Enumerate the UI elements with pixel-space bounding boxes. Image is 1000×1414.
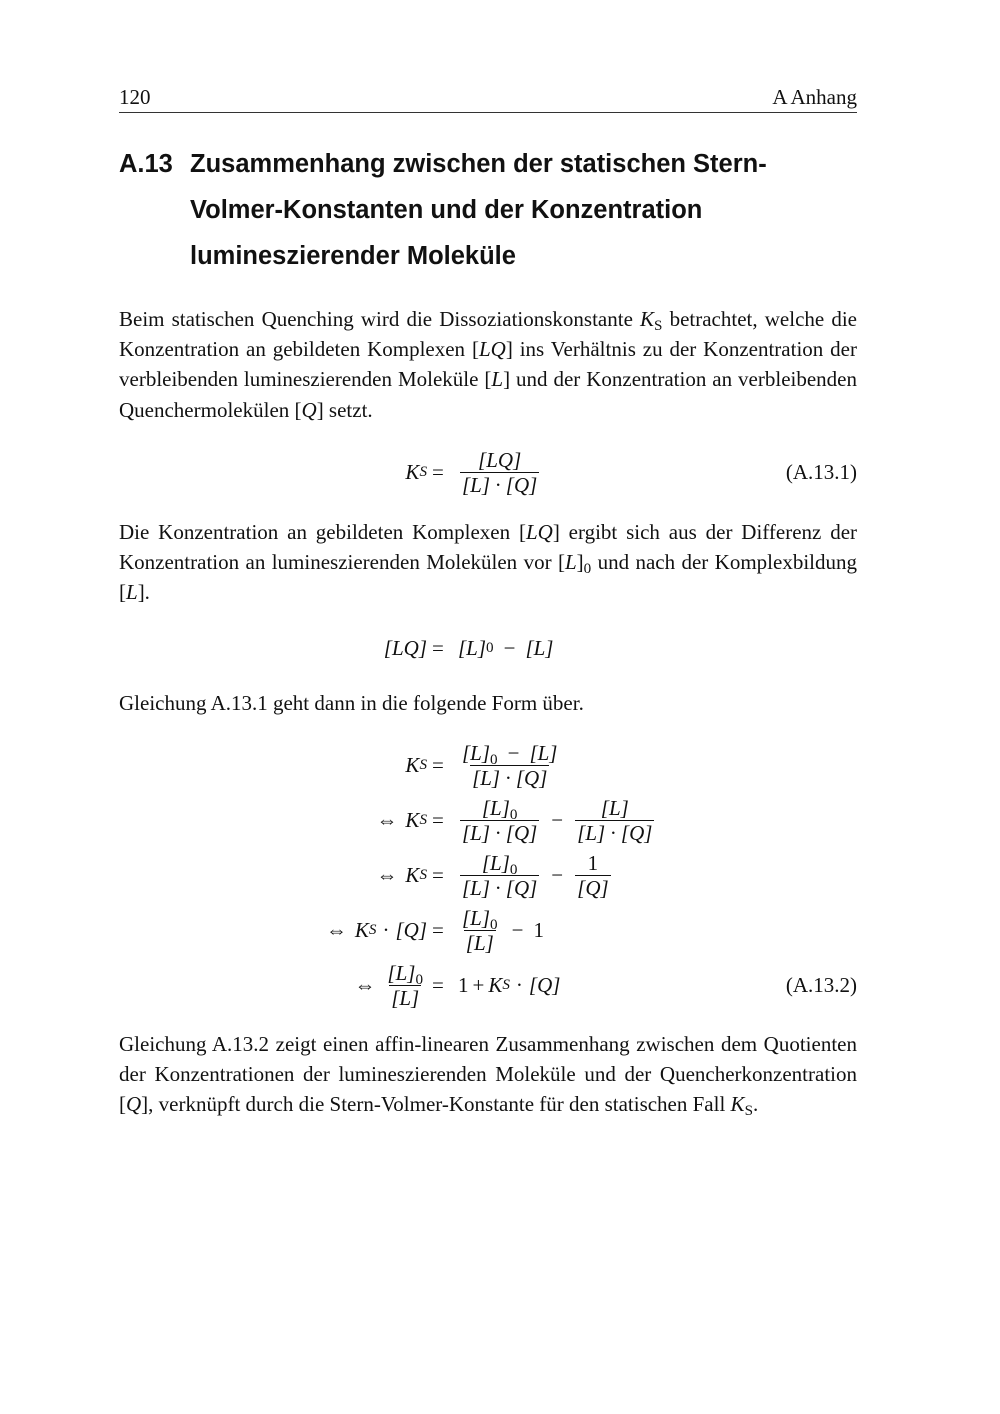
fraction (460, 851, 539, 900)
numerator (460, 905, 500, 933)
term: [L] (481, 850, 510, 875)
fraction (460, 448, 539, 497)
minus-sign: − (551, 862, 564, 887)
symbol-l: L (126, 580, 138, 605)
term: [Q] (528, 972, 561, 997)
minus-sign: − (507, 740, 520, 765)
term: [Q] (395, 917, 427, 942)
symbol-k: K (488, 972, 503, 997)
row-rhs (458, 847, 613, 903)
subscript: S (744, 1103, 753, 1120)
chapter-title: A Anhang (772, 85, 857, 109)
minus-sign: − (511, 917, 524, 942)
symbol-lq: LQ (478, 337, 506, 362)
equivalence-arrow: ⇔ (376, 862, 398, 887)
row-lhs: ⇔ K S · [Q] (325, 917, 427, 942)
term: 1 (458, 972, 469, 997)
text: betrachtet, welche die Konzentration an gebildeten Komplexen [ (119, 307, 857, 362)
denominator: [L] · [Q] (462, 820, 538, 845)
text: ] (576, 550, 584, 575)
section-heading (119, 141, 857, 279)
dot-operator: · (515, 972, 523, 997)
fraction (460, 741, 559, 790)
symbol-k: K (405, 459, 420, 484)
denominator: [L] (391, 985, 420, 1010)
numerator (385, 960, 425, 988)
numerator: [L] (600, 795, 629, 820)
row-lhs (354, 957, 427, 1013)
denominator: [Q] (577, 875, 609, 900)
text: ] setzt. (316, 397, 373, 422)
symbol-k: K (405, 752, 420, 777)
row-rhs: 1 + K S · [Q] (458, 972, 561, 997)
term: 1 (533, 917, 544, 942)
subscript: 0 (509, 861, 518, 878)
numerator: [LQ] (478, 447, 522, 472)
numerator (480, 850, 520, 878)
eq-lhs: [LQ] (383, 635, 427, 660)
symbol-k: K (405, 862, 420, 887)
symbol-k: K (640, 307, 655, 331)
symbol-lq: LQ (525, 520, 553, 544)
equals-sign: = (432, 972, 444, 997)
row-rhs (458, 792, 656, 848)
text: und nach der Komplexbildung [ (119, 550, 857, 605)
eq2-row-2 (119, 792, 857, 848)
numerator (460, 740, 559, 768)
denominator: [L] (465, 930, 494, 955)
symbol-q: Q (301, 397, 317, 422)
row-rhs (458, 737, 561, 793)
equation-number: (A.13.1) (785, 459, 857, 484)
symbol-k: K (354, 917, 369, 942)
plus-sign: + (472, 972, 485, 997)
numerator (480, 795, 520, 823)
term-l: [L] (525, 635, 554, 660)
text: ]. (137, 580, 150, 605)
numerator: 1 (587, 850, 599, 875)
paragraph-1 (119, 304, 857, 425)
minus-sign: − (551, 807, 564, 832)
equation-a13-1 (119, 444, 857, 500)
eq2-row-3 (119, 847, 857, 903)
text: ] und der Konzentration an verbleibenden Quenchermolekülen [ (119, 367, 857, 422)
eq1-rhs (458, 444, 541, 500)
fraction (575, 851, 611, 900)
term-l: [L] (458, 635, 487, 660)
equals-sign: = (432, 635, 444, 660)
text: ] ins Verhältnis zu der Konzentration der verbleibenden lumineszierenden Moleküle [ (119, 337, 857, 392)
symbol-l: L (564, 550, 577, 575)
eq1-lhs: K S (405, 459, 427, 484)
eq2-row-4 (119, 902, 857, 958)
equals-sign: = (432, 917, 444, 942)
section-title: Zusammenhang zwischen der statischen Stern-Volmer-Konstanten und der Konzentration lumineszierender Moleküle (190, 150, 767, 270)
eq-rhs: [L] 0 − [L] (458, 635, 554, 660)
symbol-q: Q (126, 1092, 142, 1117)
denominator: [L] · [Q] (462, 875, 538, 900)
symbol-l: L (491, 367, 504, 392)
equals-sign: = (432, 862, 444, 887)
subscript: 0 (583, 561, 592, 578)
eq2-row-1 (119, 737, 857, 793)
term: [L] (481, 795, 510, 820)
equation-number: (A.13.2) (785, 972, 857, 997)
symbol-k: K (405, 807, 420, 832)
paragraph-2 (119, 517, 857, 608)
denominator: [L] · [Q] (577, 820, 653, 845)
text: . (752, 1092, 759, 1117)
page-number: 120 (119, 85, 151, 109)
equivalence-arrow: ⇔ (354, 972, 376, 997)
equation-lq (119, 620, 857, 676)
row-rhs (458, 902, 544, 958)
fraction (460, 796, 539, 845)
subscript: S (654, 318, 663, 335)
dot-operator: · (382, 917, 390, 942)
term: [L] (529, 740, 558, 765)
minus-sign: − (503, 635, 516, 660)
equals-sign: = (432, 752, 444, 777)
fraction (575, 796, 654, 845)
equation-a13-2 (119, 737, 857, 1017)
term: [L] (462, 740, 491, 765)
running-header (119, 84, 857, 113)
row-lhs: ⇔ K S (376, 807, 427, 832)
subscript: 0 (509, 806, 518, 823)
text: ] ergibt sich aus der Differenz der Konzentration an lumineszierenden Molekülen vor [ (119, 520, 858, 575)
fraction (460, 906, 500, 955)
term: [L] (387, 960, 416, 985)
denominator: [L] · [Q] (462, 472, 538, 497)
equivalence-arrow: ⇔ (325, 917, 347, 942)
denominator: [L] · [Q] (472, 765, 548, 790)
equals-sign: = (432, 807, 444, 832)
paragraph-3: Gleichung A.13.1 geht dann in die folgende Form über. (119, 691, 584, 715)
subscript: 0 (415, 971, 423, 988)
eq2-row-5 (119, 957, 857, 1013)
fraction (385, 961, 425, 1010)
text: Gleichung A.13.2 zeigt einen affin-linearen Zusammenhang zwischen dem Quotienten der Konzentrationen der lumineszierenden Moleküle und der Quencherkonzentration [ (119, 1032, 857, 1117)
section-number: A.13 (119, 150, 173, 178)
symbol-k: K (730, 1092, 745, 1117)
equals-sign: = (432, 459, 444, 484)
subscript: 0 (490, 916, 498, 933)
equivalence-arrow: ⇔ (376, 807, 398, 832)
subscript: 0 (490, 751, 498, 768)
text: Beim statischen Quenching wird die Dissoziationskonstante (119, 307, 641, 331)
paragraph-4 (119, 1029, 857, 1120)
text: Die Konzentration an gebildeten Komplexen [ (119, 520, 526, 544)
row-lhs: K S (405, 752, 427, 777)
text: ], verknüpft durch die Stern-Volmer-Konstante für den statischen Fall (141, 1092, 731, 1117)
row-lhs: ⇔ K S (376, 862, 427, 887)
term: [L] (462, 905, 491, 930)
